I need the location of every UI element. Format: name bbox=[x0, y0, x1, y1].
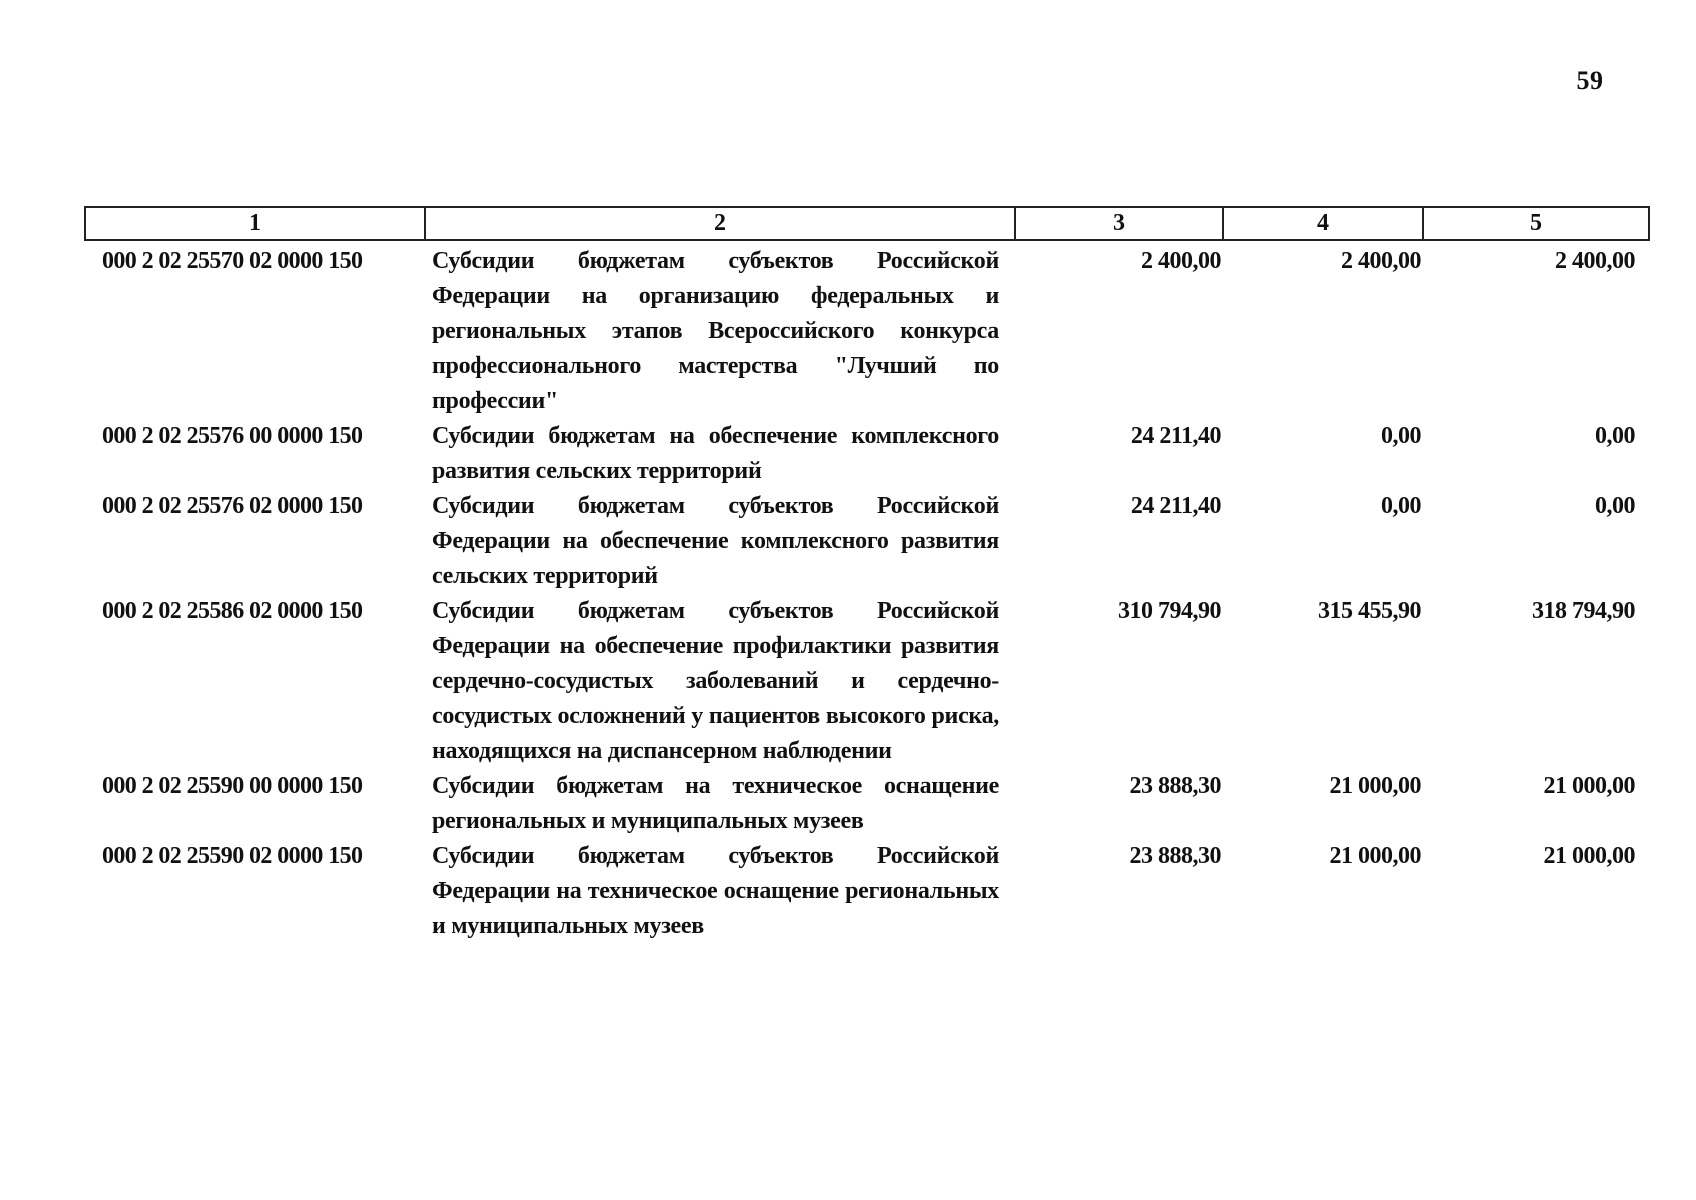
item-description: Субсидии бюджетам субъектов Российской Федерации на обеспечение профилактики развития сердечно-сосудистых заболеваний и сердечно-сосудистых осложнений у пациентов высокого риска, находящихся на диспансерном наблюдении bbox=[432, 598, 999, 764]
item-description: Субсидии бюджетам субъектов Российской Федерации на организацию федеральных и региональных этапов Всероссийского конкурса профессионального мастерства "Лучший по профессии" bbox=[432, 248, 999, 414]
budget-code: 000 2 02 25590 02 0000 150 bbox=[102, 843, 363, 869]
table-header bbox=[85, 207, 1649, 240]
amount-col5: 0,00 bbox=[1595, 493, 1635, 519]
amount-col4: 0,00 bbox=[1381, 493, 1421, 519]
item-description: Субсидии бюджетам на обеспечение комплексного развития сельских территорий bbox=[432, 423, 999, 484]
amount-col4: 0,00 bbox=[1381, 423, 1421, 449]
amount-col4: 21 000,00 bbox=[1329, 773, 1421, 799]
budget-table bbox=[84, 206, 1650, 944]
table-row bbox=[85, 240, 1649, 419]
column-header-4: 4 bbox=[1223, 207, 1423, 240]
amount-col5: 318 794,90 bbox=[1532, 598, 1635, 624]
column-header-5: 5 bbox=[1423, 207, 1649, 240]
budget-code: 000 2 02 25586 02 0000 150 bbox=[102, 598, 363, 624]
page-number: 59 bbox=[1576, 66, 1604, 95]
table-row bbox=[85, 769, 1649, 839]
amount-col3: 23 888,30 bbox=[1129, 773, 1221, 799]
table-row bbox=[85, 839, 1649, 944]
item-description: Субсидии бюджетам субъектов Российской Федерации на обеспечение комплексного развития сельских территорий bbox=[432, 493, 999, 589]
amount-col3: 2 400,00 bbox=[1141, 248, 1221, 274]
amount-col3: 310 794,90 bbox=[1118, 598, 1221, 624]
table-row bbox=[85, 419, 1649, 489]
amount-col4: 315 455,90 bbox=[1318, 598, 1421, 624]
budget-code: 000 2 02 25590 00 0000 150 bbox=[102, 773, 363, 799]
column-header-2: 2 bbox=[425, 207, 1015, 240]
amount-col4: 21 000,00 bbox=[1329, 843, 1421, 869]
table-body bbox=[85, 240, 1649, 944]
amount-col4: 2 400,00 bbox=[1341, 248, 1421, 274]
table-row bbox=[85, 594, 1649, 769]
header-row bbox=[85, 207, 1649, 240]
column-header-3: 3 bbox=[1015, 207, 1223, 240]
amount-col5: 2 400,00 bbox=[1555, 248, 1635, 274]
amount-col3: 24 211,40 bbox=[1130, 423, 1221, 449]
amount-col3: 24 211,40 bbox=[1130, 493, 1221, 519]
item-description: Субсидии бюджетам субъектов Российской Федерации на техническое оснащение региональных и муниципальных музеев bbox=[432, 843, 999, 939]
amount-col5: 21 000,00 bbox=[1543, 843, 1635, 869]
amount-col5: 21 000,00 bbox=[1543, 773, 1635, 799]
table-row bbox=[85, 489, 1649, 594]
budget-code: 000 2 02 25576 02 0000 150 bbox=[102, 493, 363, 519]
item-description: Субсидии бюджетам на техническое оснащение региональных и муниципальных музеев bbox=[432, 773, 999, 834]
budget-code: 000 2 02 25576 00 0000 150 bbox=[102, 423, 363, 449]
column-header-1: 1 bbox=[85, 207, 425, 240]
budget-code: 000 2 02 25570 02 0000 150 bbox=[102, 248, 363, 274]
amount-col5: 0,00 bbox=[1595, 423, 1635, 449]
amount-col3: 23 888,30 bbox=[1129, 843, 1221, 869]
